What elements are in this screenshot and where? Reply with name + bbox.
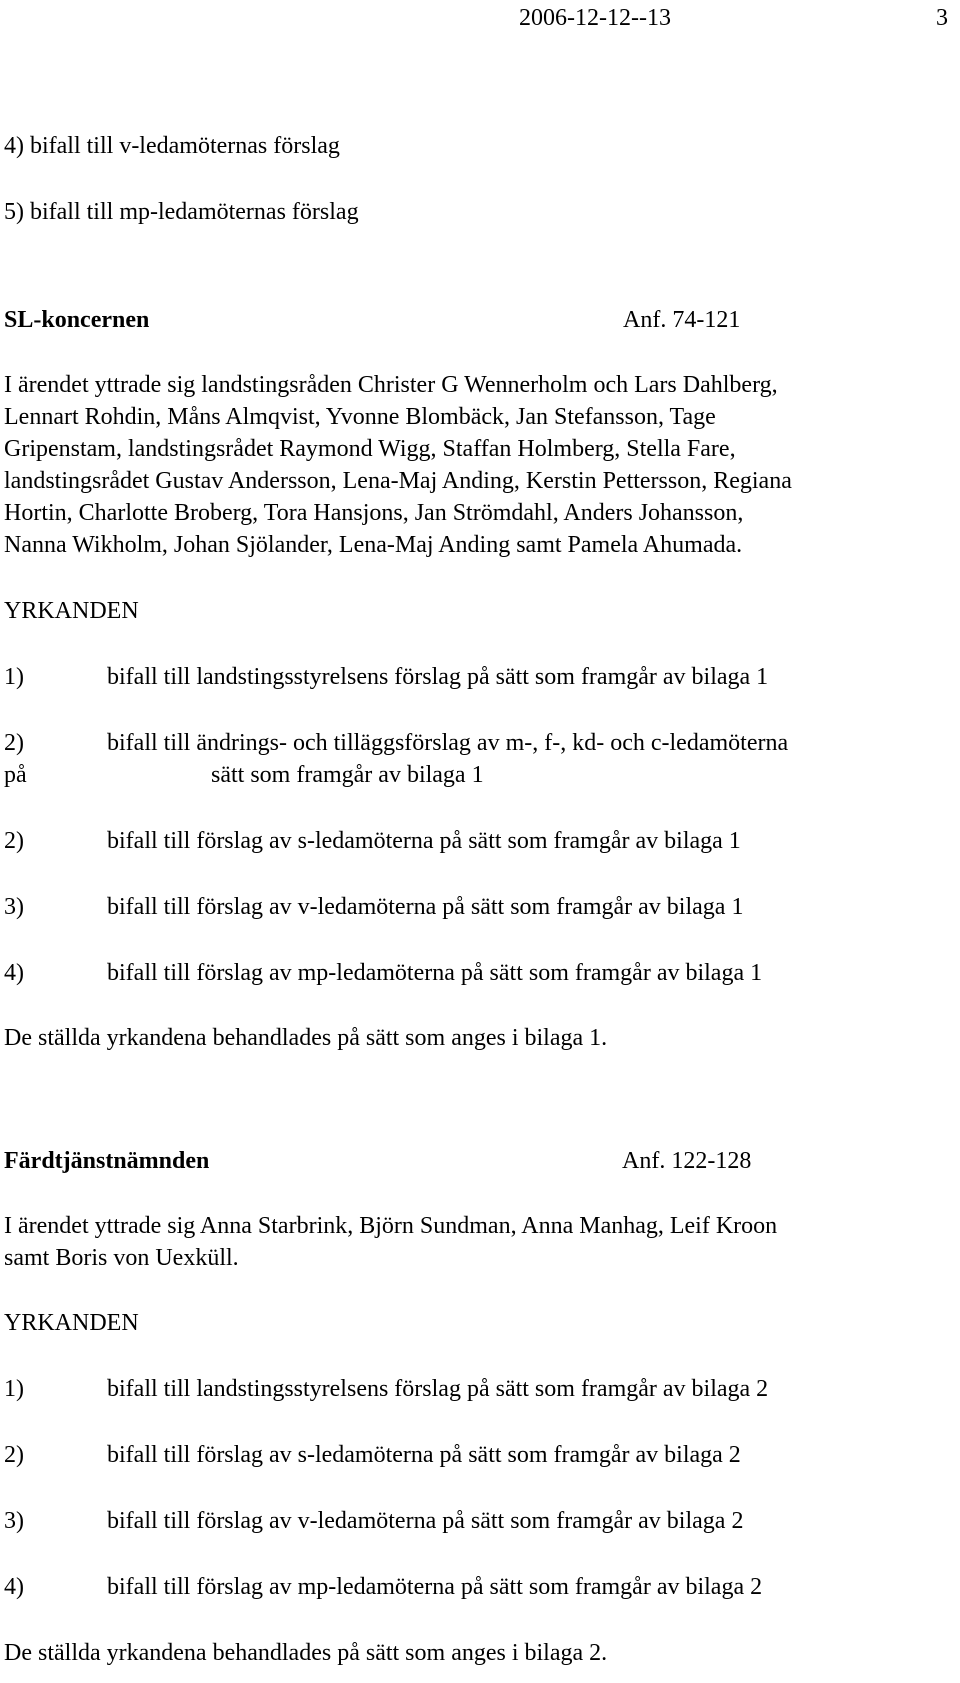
yrkande-text: bifall till förslag av s-ledamöterna på sätt som framgår av bilaga 2 — [107, 1442, 741, 1468]
yrkande-continuation-prefix: på — [4, 762, 27, 788]
section-ref: Anf. 122-128 — [622, 1148, 752, 1174]
yrkanden-heading: YRKANDEN — [4, 598, 139, 624]
yrkande-number: 1) — [4, 664, 24, 690]
yrkande-number: 2) — [4, 1442, 24, 1468]
yrkande-number: 4) — [4, 960, 24, 986]
yrkande-text: bifall till landstingsstyrelsens förslag på sätt som framgår av bilaga 2 — [107, 1376, 769, 1402]
header-date: 2006-12-12--13 — [519, 5, 671, 31]
yrkande-text: bifall till förslag av s-ledamöterna på sätt som framgår av bilaga 1 — [107, 828, 741, 854]
yrkande-number: 3) — [4, 894, 24, 920]
yrkande-number: 4) — [4, 1574, 24, 1600]
conclusion: De ställda yrkandena behandlades på sätt som anges i bilaga 2. — [4, 1640, 608, 1666]
yrkande-text: bifall till ändrings- och tilläggsförslag av m-, f-, kd- och c-ledamöterna — [107, 730, 789, 756]
speakers-line: Nanna Wikholm, Johan Sjölander, Lena-Maj Anding samt Pamela Ahumada. — [4, 532, 743, 558]
yrkande-text: bifall till förslag av mp-ledamöterna på sätt som framgår av bilaga 1 — [107, 960, 763, 986]
speakers-line: landstingsrådet Gustav Andersson, Lena-Maj Anding, Kerstin Pettersson, Regiana — [4, 468, 792, 494]
section-ref: Anf. 74-121 — [623, 307, 741, 333]
intro-item: 4) bifall till v-ledamöternas förslag — [4, 133, 340, 159]
yrkande-number: 3) — [4, 1508, 24, 1534]
speakers-line: I ärendet yttrade sig Anna Starbrink, Björn Sundman, Anna Manhag, Leif Kroon — [4, 1213, 778, 1239]
speakers-line: Hortin, Charlotte Broberg, Tora Hansjons, Jan Strömdahl, Anders Johansson, — [4, 500, 744, 526]
section-title: Färdtjänstnämnden — [4, 1148, 210, 1174]
yrkande-number: 2) — [4, 828, 24, 854]
yrkande-continuation-text: sätt som framgår av bilaga 1 — [211, 762, 484, 788]
yrkande-text: bifall till förslag av v-ledamöterna på sätt som framgår av bilaga 2 — [107, 1508, 744, 1534]
yrkanden-heading: YRKANDEN — [4, 1310, 139, 1336]
conclusion: De ställda yrkandena behandlades på sätt som anges i bilaga 1. — [4, 1025, 608, 1051]
speakers-line: samt Boris von Uexküll. — [4, 1245, 239, 1271]
yrkande-number: 1) — [4, 1376, 24, 1402]
yrkande-text: bifall till förslag av v-ledamöterna på sätt som framgår av bilaga 1 — [107, 894, 744, 920]
yrkande-text: bifall till landstingsstyrelsens förslag på sätt som framgår av bilaga 1 — [107, 664, 769, 690]
yrkande-number: 2) — [4, 730, 24, 756]
speakers-line: Lennart Rohdin, Måns Almqvist, Yvonne Blombäck, Jan Stefansson, Tage — [4, 404, 716, 430]
page-number: 3 — [936, 5, 948, 31]
section-title: SL-koncernen — [4, 307, 150, 333]
yrkande-text: bifall till förslag av mp-ledamöterna på sätt som framgår av bilaga 2 — [107, 1574, 763, 1600]
intro-item: 5) bifall till mp-ledamöternas förslag — [4, 199, 359, 225]
speakers-line: Gripenstam, landstingsrådet Raymond Wigg, Staffan Holmberg, Stella Fare, — [4, 436, 736, 462]
speakers-line: I ärendet yttrade sig landstingsråden Christer G Wennerholm och Lars Dahlberg, — [4, 372, 778, 398]
